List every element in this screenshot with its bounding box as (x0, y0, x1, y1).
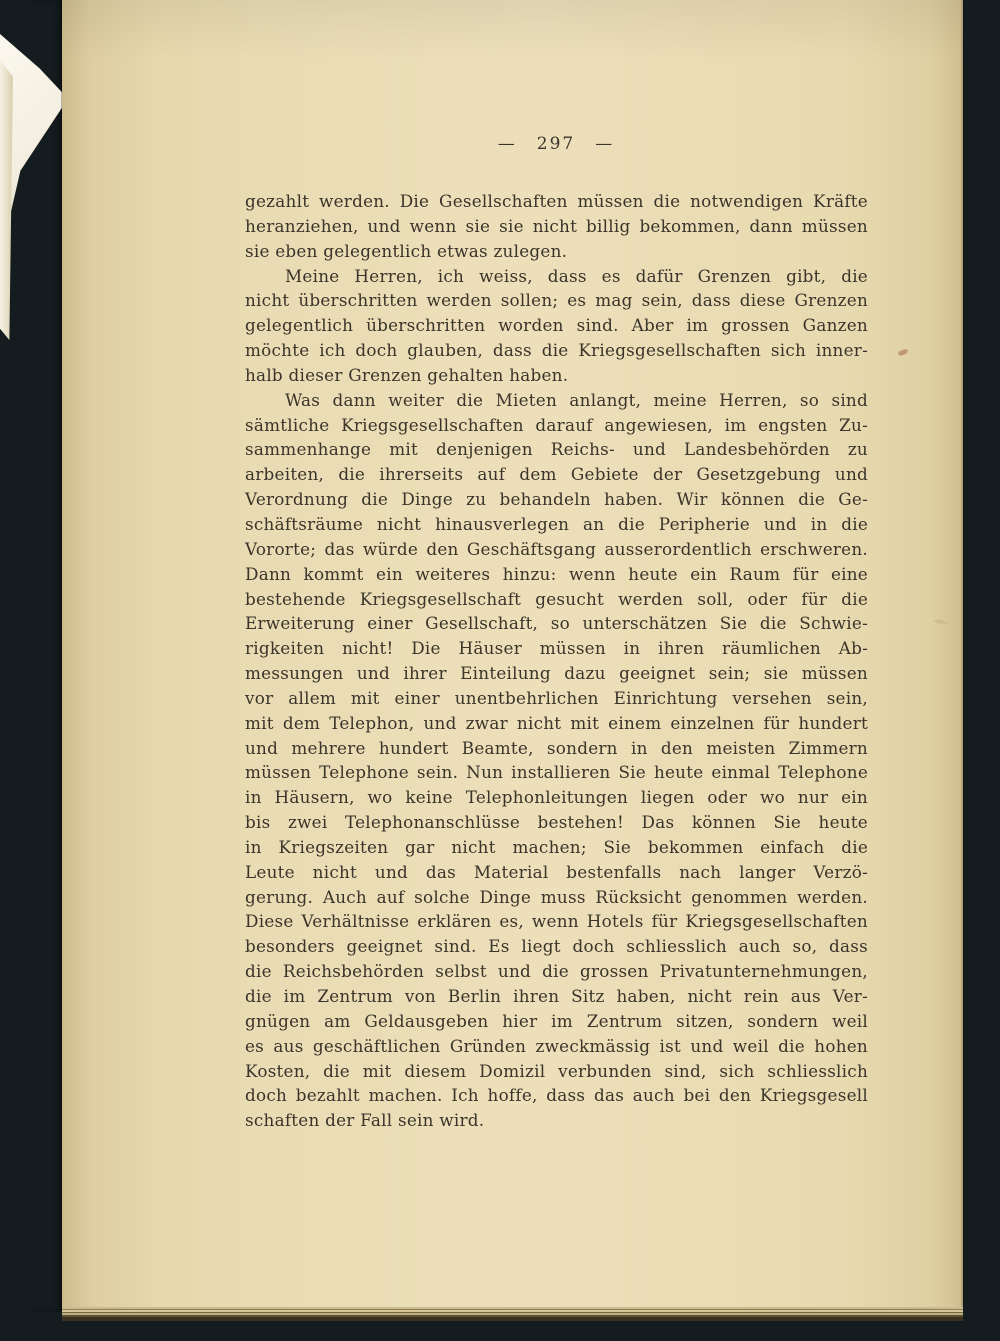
text-line: Diese Verhältnisse erklären es, wenn Hotels für Kriegsgesellschaften (245, 911, 868, 932)
text-line: Verordnung die Dinge zu behandeln haben. Wir können die Ge- (245, 489, 868, 510)
text-line: müssen Telephone sein. Nun installieren Sie heute einmal Telephone (245, 762, 868, 783)
text-line: möchte ich doch glauben, dass die Kriegsgesellschaften sich inner- (245, 340, 868, 361)
text-line: die im Zentrum von Berlin ihren Sitz haben, nicht rein aus Ver- (245, 986, 868, 1006)
text-line: gelegentlich überschritten worden sind. Aber im grossen Ganzen (245, 315, 868, 336)
text-line: mit dem Telephon, und zwar nicht mit einem einzelnen für hundert (245, 712, 868, 733)
paper-fold-strip (0, 60, 13, 340)
book-page (62, 0, 963, 1307)
text-line: sämtliche Kriegsgesellschaften darauf angewiesen, im engsten Zu- (245, 414, 868, 435)
text-line: rigkeiten nicht! Die Häuser müssen in ihren räumlichen Ab- (245, 638, 868, 659)
page-stack-left-edge (32, 0, 62, 1312)
text-line: halb dieser Grenzen gehalten haben. (245, 364, 569, 385)
text-line: nicht überschritten werden sollen; es mag sein, dass diese Grenzen (245, 290, 868, 311)
page-number-value: 297 (536, 134, 576, 154)
text-line: arbeiten, die ihrerseits auf dem Gebiete der Gesetzgebung und (245, 464, 868, 485)
text-line: besonders geeignet sind. Es liegt doch schliesslich auch so, dass (245, 936, 868, 957)
page-number (245, 134, 867, 154)
text-line: sie eben gelegentlich etwas zulegen. (245, 240, 568, 261)
text-line: Dann kommt ein weiteres hinzu: wenn heute ein Raum für eine (245, 563, 868, 584)
text-line: schaften der Fall sein wird. (245, 1110, 485, 1131)
text-line: in Kriegszeiten gar nicht machen; Sie bekommen einfach die (245, 836, 868, 857)
text-line: messungen und ihrer Einteilung dazu geeignet sein; sie müssen (245, 663, 868, 684)
paper-smudge (934, 619, 948, 625)
text-line: Kosten, die mit diesem Domizil verbunden sind, sich schliesslich (245, 1060, 868, 1081)
text-line: bis zwei Telephonanschlüsse bestehen! Das können Sie heute (245, 812, 868, 833)
text-block (245, 189, 868, 1133)
text-line: Erweiterung einer Gesellschaft, so unterschätzen Sie die Schwie- (245, 613, 868, 634)
text-line: sammenhange mit denjenigen Reichs- und Landesbehörden zu (245, 439, 868, 460)
text-line: in Häusern, wo keine Telephonleitungen liegen oder wo nur ein (245, 787, 868, 808)
text-line: bestehende Kriegsgesellschaft gesucht werden soll, oder für die (245, 588, 868, 609)
text-line: Meine Herren, ich weiss, dass es dafür Grenzen gibt, die (285, 265, 868, 286)
text-line: heranziehen, und wenn sie sie nicht billig bekommen, dann müssen (245, 215, 868, 236)
text-line: schäftsräume nicht hinausverlegen an die Peripherie und in die (245, 513, 868, 534)
text-line: doch bezahlt machen. Ich hoffe, dass das auch bei den Kriegsgesell (245, 1085, 868, 1106)
text-line: Leute nicht und das Material bestenfalls nach langer Verzö- (245, 861, 868, 882)
text-line: es aus geschäftlichen Gründen zweckmässig ist und weil die hohen (245, 1035, 868, 1056)
text-line: Vororte; das würde den Geschäftsgang ausserordentlich erschweren. (245, 538, 868, 559)
page-stack-bottom-edge (62, 1307, 963, 1321)
page-number-dash-right: — (595, 134, 615, 154)
text-line: die Reichsbehörden selbst und die grossen Privatunternehmungen, (245, 961, 868, 982)
paper-blemish (897, 349, 908, 357)
text-line: vor allem mit einer unentbehrlichen Einrichtung versehen sein, (245, 687, 868, 708)
text-line: gnügen am Geldausgeben hier im Zentrum sitzen, sondern weil (245, 1010, 868, 1031)
page-number-dash-left: — (497, 134, 517, 154)
text-line: gezahlt werden. Die Gesellschaften müssen die notwendigen Kräfte (245, 191, 868, 211)
text-line: gerung. Auch auf solche Dinge muss Rücksicht genommen werden. (245, 886, 868, 907)
text-line: Was dann weiter die Mieten anlangt, meine Herren, so sind (285, 389, 868, 410)
text-line: und mehrere hundert Beamte, sondern in den meisten Zimmern (245, 737, 868, 758)
